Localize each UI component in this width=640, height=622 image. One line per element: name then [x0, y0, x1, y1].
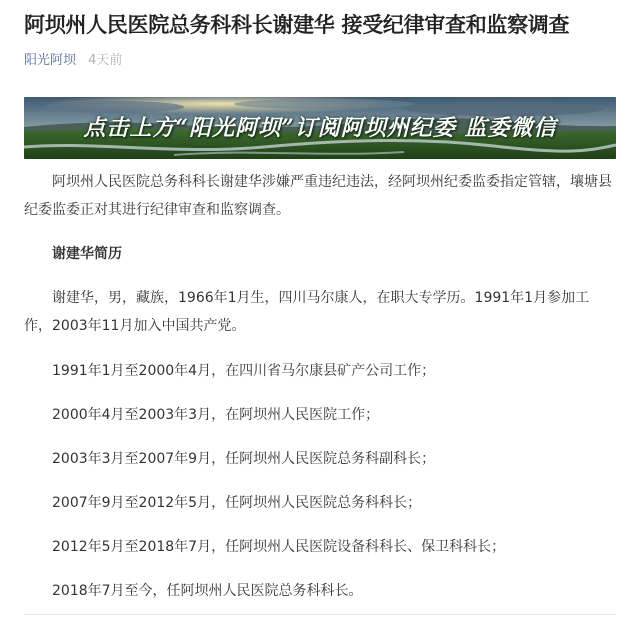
resume-heading: 谢建华简历	[52, 246, 122, 262]
career-item: 2018年7月至今，任阿坝州人民医院总务科科长。	[52, 583, 363, 599]
career-item: 2012年5月至2018年7月，任阿坝州人民医院设备科科长、保卫科科长；	[52, 539, 506, 555]
subscribe-banner[interactable]	[24, 97, 616, 159]
bio-paragraph: 谢建华，男，藏族，1966年1月生，四川马尔康人，在职大专学历。1991年1月参加工作，2003年11月加入中国共产党。	[24, 290, 590, 334]
article-meta	[24, 52, 122, 70]
divider	[24, 614, 616, 615]
intro-paragraph: 阿坝州人民医院总务科科长谢建华涉嫌严重违纪违法，经阿坝州纪委监委指定管辖，壤塘县纪委监委正对其进行纪律审查和监察调查。	[24, 174, 612, 218]
career-item: 2003年3月至2007年9月，任阿坝州人民医院总务科副科长；	[52, 451, 436, 467]
career-item: 1991年1月至2000年4月，在四川省马尔康县矿产公司工作；	[52, 363, 436, 379]
career-item: 2007年9月至2012年5月，任阿坝州人民医院总务科科长；	[52, 495, 422, 511]
publish-time: 4天前	[88, 53, 123, 68]
career-item: 2000年4月至2003年3月，在阿坝州人民医院工作；	[52, 407, 380, 423]
account-name-link[interactable]: 阳光阿坝	[24, 53, 77, 68]
banner-caption: 点击上方“阳光阿坝”订阅阿坝州纪委 监委微信	[83, 115, 557, 141]
article-title: 阿坝州人民医院总务科科长谢建华 接受纪律审查和监察调查	[24, 13, 570, 37]
